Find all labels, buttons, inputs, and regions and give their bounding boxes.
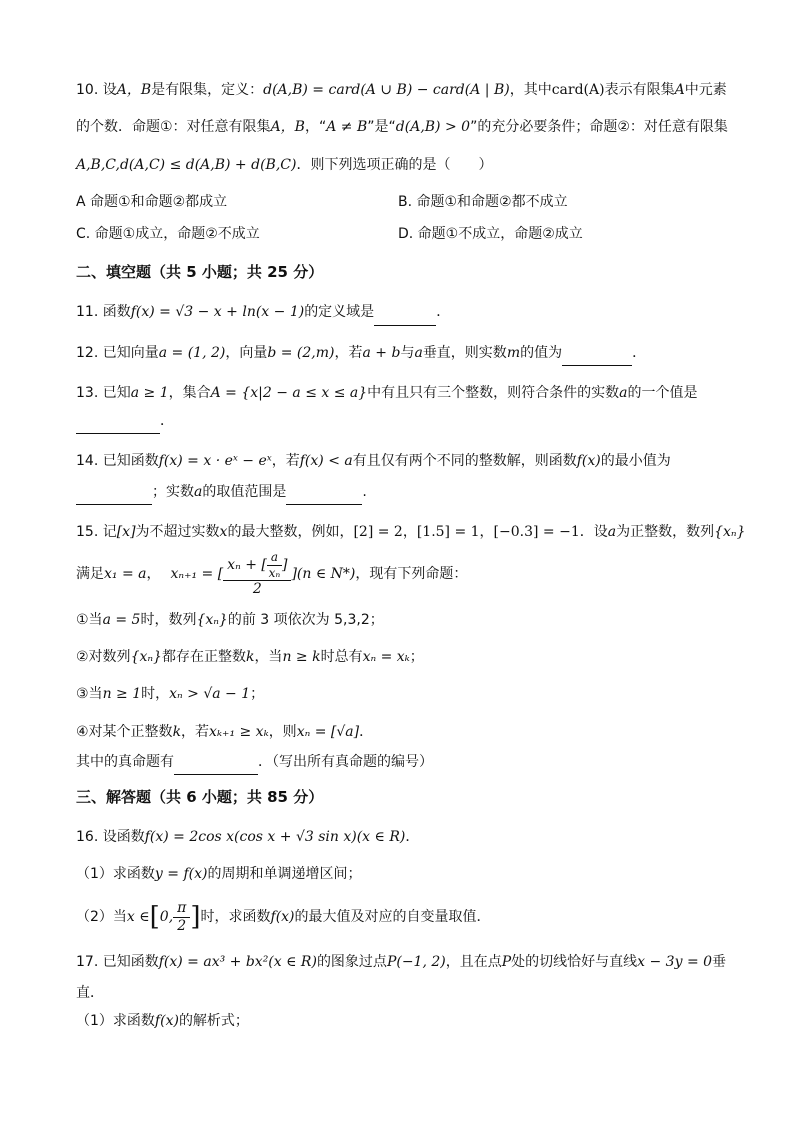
q16-math: x ∈: [126, 909, 150, 926]
q10-text: 的个数．命题①：对任意有限集: [76, 119, 271, 136]
q15-math: a: [607, 524, 617, 541]
q10-line-3: [76, 155, 726, 175]
q16-sub-2: [76, 899, 726, 937]
q17-sub-1: [76, 1011, 726, 1031]
q11-text: 的定义域是: [304, 304, 375, 321]
q15-text: ②对数列: [76, 649, 131, 666]
recurrence-numerator: [223, 550, 291, 581]
q12-text: 与: [400, 344, 415, 361]
q15-text: 为不超过实数: [135, 524, 220, 541]
q14-text: 的取值范围是: [202, 483, 287, 500]
q15-math: xₙ > √a − 1: [169, 686, 251, 703]
q17-text: 垂: [712, 954, 727, 971]
q16-text: 时，求函数: [200, 909, 271, 926]
q17-math: P: [501, 954, 512, 971]
q16-text: （1）求函数: [76, 866, 155, 883]
q17-text: 的解析式；: [178, 1013, 249, 1029]
q14-line-2: [76, 482, 726, 505]
q12-text: ．: [632, 344, 647, 361]
q10-line-2: [76, 117, 726, 137]
q17-text: （1）求函数: [76, 1013, 155, 1029]
q14-text: ，若: [271, 453, 300, 470]
q13-math: A = {x|2 − a ≤ x ≤ a}: [210, 384, 368, 401]
q10-text: ”的充分必要条件；命题②：对任意有限集: [470, 119, 728, 136]
q10-text: 中元素: [684, 82, 727, 98]
answer-blank: [374, 304, 436, 325]
q15-prop-2: [76, 647, 726, 667]
q13-line-1: [76, 383, 726, 403]
q15-text: ．设: [579, 524, 608, 541]
q16-text: ．: [405, 829, 420, 846]
q17-math: P(−1, 2): [386, 954, 446, 971]
q13-math: a ≥ 1: [130, 384, 169, 401]
q14-text: 的最小值为: [600, 453, 671, 470]
q15-text: ③当: [76, 686, 103, 703]
q12-math: m: [506, 344, 521, 361]
q15-text: 其中的真命题有: [76, 754, 174, 771]
q15-text: 为正整数，数列: [616, 524, 715, 541]
q10-text: ”是“: [367, 119, 396, 136]
q14-text: 14. 已知函数: [76, 453, 159, 470]
q16-text: 的最大值及对应的自变量取值．: [294, 909, 491, 926]
answer-blank: [286, 484, 362, 505]
q15-prop-4: [76, 722, 726, 742]
q16-text: （2）当: [76, 909, 127, 926]
q15-text: 都存在正整数: [161, 649, 246, 666]
q14-text: 有且仅有两个不同的整数解，则函数: [352, 453, 577, 470]
q13-text: 的一个值是: [627, 384, 698, 401]
q10-text: 表示有限集: [604, 82, 675, 98]
q15-text: ，现有下列命题：: [355, 565, 468, 582]
q10-text: 是有限集，定义：: [151, 82, 264, 98]
inner-fraction: [267, 550, 282, 580]
q13-text: ．: [160, 413, 174, 430]
q10-text: ，“: [304, 119, 327, 136]
q15-text: ．: [359, 723, 374, 740]
q15-text: 满足: [76, 565, 104, 582]
q15-math: [x]: [116, 524, 136, 541]
q16-math: y = f(x): [154, 866, 208, 883]
recurrence-left: xₙ₊₁ = [: [170, 565, 224, 582]
q10-math: A，B: [270, 119, 305, 136]
inner-den: xₙ: [268, 565, 281, 580]
q15-math: x: [219, 524, 228, 541]
q10-text: 10. 设: [76, 82, 117, 98]
q15-text: 的最大整数，例如，: [227, 524, 354, 541]
q14-line-1: [76, 451, 726, 471]
q12-text: 的值为: [520, 344, 563, 361]
q16-math: 0,: [159, 909, 174, 926]
q15-math: xₙ = xₖ: [362, 649, 410, 666]
q15-math: {xₙ}: [714, 524, 746, 541]
q14-text: .: [362, 483, 367, 500]
q10-math: d(A,B) > 0: [395, 119, 471, 136]
q15-line-1: [76, 522, 746, 542]
q14-math: a: [194, 483, 203, 500]
q15-text: ，若: [181, 723, 210, 740]
q15-prop-1: [76, 610, 726, 630]
q15-text: ，: [146, 565, 161, 582]
fraction-denominator: 2: [177, 918, 187, 935]
q12-text: 垂直，则实数: [422, 344, 507, 361]
q12-text: ，向量: [225, 344, 268, 361]
q14-math: f(x): [576, 453, 601, 470]
q17-text: 处的切线恰好与直线: [511, 954, 638, 971]
option-b: B. 命题①和命题②都不成立: [398, 193, 568, 210]
q17-line-2: [76, 983, 726, 1003]
inner-num: a: [267, 550, 282, 565]
q10-text: ．则下列选项正确的是（ ）: [296, 156, 493, 173]
q15-text: ，则: [268, 723, 297, 740]
q15-text: 时，数列: [140, 611, 197, 628]
q15-math: k: [245, 649, 255, 666]
recurrence-formula: [171, 550, 356, 598]
answer-blank: [76, 413, 160, 434]
section-heading-fill-in: 二、填空题（共 5 小题；共 25 分）: [76, 263, 324, 282]
option-c: C. 命题①成立，命题②不成立: [76, 226, 260, 243]
q15-text: 的前 3 项依次为 5,3,2；: [227, 611, 384, 628]
recurrence-num-pre: xₙ + [: [227, 556, 267, 573]
q17-line-1: [76, 952, 726, 972]
q15-math: x₁ = a: [104, 565, 147, 582]
q10-math: A，B: [116, 82, 152, 98]
interval-bracket-right: ]: [190, 901, 201, 932]
section-heading-solutions: 三、解答题（共 6 小题；共 85 分）: [76, 788, 324, 807]
q15-text: ，当: [254, 649, 283, 666]
q13-text: ，集合: [168, 384, 211, 401]
q17-math: f(x): [154, 1013, 179, 1029]
q15-line-2: [76, 550, 726, 598]
q12-math: b = (2,m): [267, 344, 335, 361]
q10-text: ，其中: [509, 82, 552, 98]
q17-text: 17. 已知函数: [76, 954, 159, 971]
q13-line-2: [76, 411, 726, 434]
q15-math: [2] = 2，[1.5] = 1，[−0.3] = −1: [353, 524, 580, 541]
q11-text: 11. 函数: [76, 304, 131, 321]
q15-text: ；: [250, 686, 265, 703]
q15-math: xₙ = [√a]: [296, 723, 360, 740]
q13-text: 13. 已知: [76, 384, 131, 401]
recurrence-fraction: [223, 550, 291, 598]
option-a: A 命题①和命题②都成立: [76, 193, 228, 210]
q10-math: A: [674, 82, 685, 98]
q10-math: A ≠ B: [326, 119, 368, 136]
q15-math: a = 5: [102, 611, 141, 628]
q15-math: k: [172, 723, 182, 740]
q12-text: 12. 已知向量: [76, 344, 159, 361]
answer-blank: [174, 754, 258, 775]
q10-options-row-2: [76, 224, 726, 244]
q15-math: {xₙ}: [196, 611, 228, 628]
q17-text: 的图象过点: [316, 954, 387, 971]
fraction-numerator: π: [173, 900, 190, 918]
document-page: [76, 80, 746, 1048]
pi-over-2-fraction: [173, 900, 190, 935]
q16-sub-1: [76, 864, 726, 884]
q15-math: n ≥ 1: [102, 686, 142, 703]
q17-text: ，且在点: [445, 954, 502, 971]
interval-bracket-left: [: [149, 901, 160, 932]
q14-text: ；实数: [152, 483, 194, 500]
q15-math: {xₙ}: [130, 649, 162, 666]
q16-line: [76, 827, 726, 847]
q13-math: a: [619, 384, 628, 401]
q12-math: a + b: [362, 344, 401, 361]
q15-text: ；: [409, 649, 424, 666]
q10-definition: d(A,B) = card(A ∪ B) − card(A | B): [263, 82, 510, 98]
q15-prop-3: [76, 684, 726, 704]
q16-math: f(x) = 2cos x(cos x + √3 sin x)(x ∈ R): [144, 829, 406, 846]
q15-math: xₖ₊₁ ≥ xₖ: [209, 723, 269, 740]
q11-text: ．: [436, 304, 451, 321]
q15-math: n ≥ k: [282, 649, 321, 666]
q10-math: card(A): [551, 82, 605, 98]
answer-blank: [562, 345, 632, 366]
q10-line-1: [76, 80, 726, 100]
q15-text: 时总有: [320, 649, 363, 666]
q12-math: a: [414, 344, 423, 361]
q15-tail: [76, 752, 726, 775]
option-d: D. 命题①不成立，命题②成立: [398, 226, 583, 243]
q10-options-row-1: [76, 192, 726, 212]
q11-line: [76, 302, 726, 325]
q14-math: f(x) < a: [299, 453, 353, 470]
q15-text: 15. 记: [76, 524, 117, 541]
q11-math: f(x) = √3 − x + ln(x − 1): [130, 304, 305, 321]
answer-blank: [76, 484, 152, 505]
q15-text: ④对某个正整数: [76, 723, 173, 740]
q15-text: 时，: [141, 686, 170, 703]
q10-math: A,B,C,d(A,C) ≤ d(A,B) + d(B,C): [76, 156, 297, 173]
q12-math: a = (1, 2): [158, 344, 226, 361]
q13-text: 中有且只有三个整数，则符合条件的实数: [367, 384, 620, 401]
q12-line: [76, 343, 726, 366]
q17-math: f(x) = ax³ + bx²(x ∈ R): [158, 954, 317, 971]
recurrence-denominator: 2: [252, 581, 262, 598]
q16-math: f(x): [270, 909, 295, 926]
q16-text: 的周期和单调递增区间；: [207, 866, 362, 883]
q16-text: 16. 设函数: [76, 829, 145, 846]
q15-text: ．（写出所有真命题的编号）: [258, 754, 433, 771]
recurrence-right: ](n ∈ N*): [291, 565, 356, 582]
q17-text: 直．: [76, 984, 104, 1001]
q12-text: ，若: [334, 344, 363, 361]
q15-text: ①当: [76, 611, 103, 628]
recurrence-num-post: ]: [282, 556, 288, 573]
q14-math: f(x) = x · eˣ − eˣ: [158, 453, 272, 470]
q17-math: x − 3y = 0: [637, 954, 713, 971]
